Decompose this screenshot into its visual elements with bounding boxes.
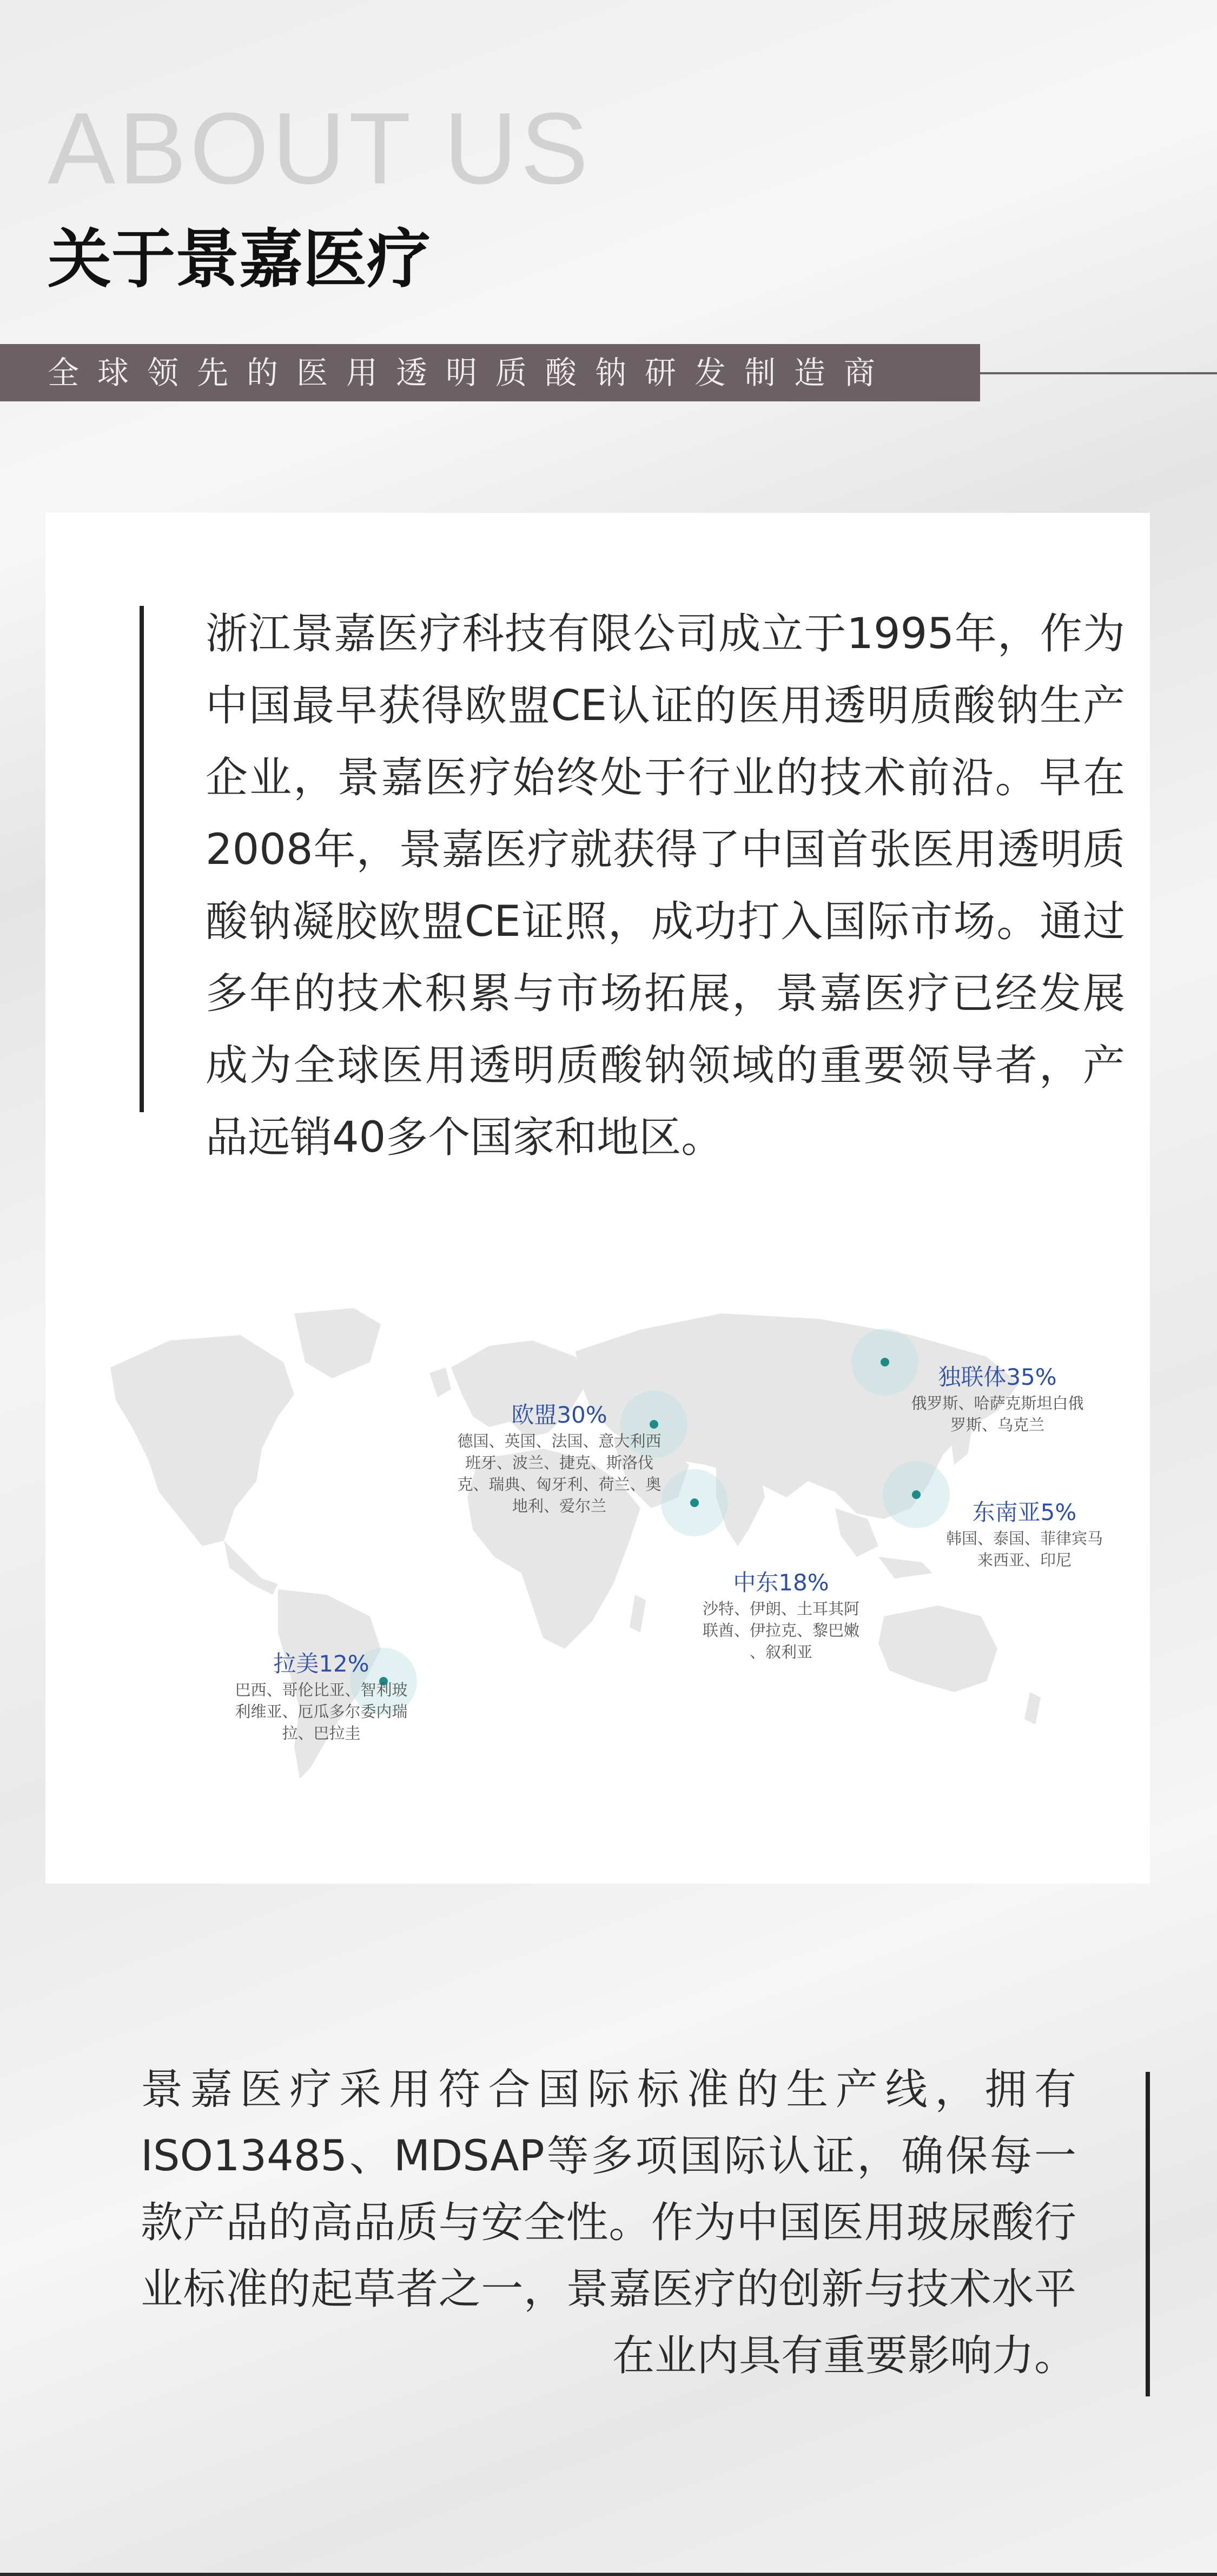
about-us-heading: ABOUT US xyxy=(48,91,592,205)
region-sea-countries: 韩国、泰国、菲律宾马来西亚、印尼 xyxy=(945,1529,1103,1569)
intro-paragraph: 浙江景嘉医疗科技有限公司成立于1995年，作为中国最早获得欧盟CE认证的医用透明质酸钠生产企业，景嘉医疗始终处于行业的技术前沿。早在2008年，景嘉医疗就获得了中国首张医用透明质酸钠凝胶欧盟CE证照，成功打入国际市场。通过多年的技术积累与市场拓展，景嘉医疗已经发展成为全球医用透明质酸钠领域的重要领导者，产品远销40多个国家和地区。 xyxy=(206,610,1125,1162)
intro-rule xyxy=(140,606,144,1112)
region-me-countries: 沙特、伊朗、土耳其阿联酋、伊拉克、黎巴嫩 、叙利亚 xyxy=(702,1600,859,1661)
quality-rule xyxy=(1146,2072,1150,2396)
region-me-name: 中东18% xyxy=(733,1569,829,1596)
region-cis xyxy=(905,1362,1089,1436)
region-cis-name: 独联体35% xyxy=(938,1364,1057,1390)
slogan-divider xyxy=(980,372,1217,374)
region-eu-countries: 德国、英国、法国、意大利西班牙、波兰、捷克、斯洛伐克、瑞典、匈牙利、荷兰、奥地利、爱尔兰 xyxy=(457,1432,662,1515)
region-latam xyxy=(235,1649,408,1744)
company-title: 关于景嘉医疗 xyxy=(48,222,431,296)
bottom-divider xyxy=(0,2573,1217,2576)
region-cis-countries: 俄罗斯、哈萨克斯坦白俄罗斯、乌克兰 xyxy=(911,1394,1084,1434)
world-map xyxy=(100,1303,1127,1789)
quality-paragraph: 景嘉医疗采用符合国际标准的生产线，拥有ISO13485、MDSAP等多项国际认证，确保每一款产品的高品质与安全性。作为中国医用玻尿酸行业标准的起草者之一，景嘉医疗的创新与技术水平在业内具有重要影响力。 xyxy=(141,2065,1076,2380)
intro-card xyxy=(45,513,1150,1884)
region-sea-name: 东南亚5% xyxy=(972,1499,1077,1525)
region-latam-name: 拉美12% xyxy=(273,1650,369,1677)
slogan-text: 全球领先的医用透明质酸钠研发制造商 xyxy=(48,354,894,391)
region-eu xyxy=(457,1400,662,1517)
region-sea xyxy=(943,1497,1106,1571)
region-eu-name: 欧盟30% xyxy=(511,1402,607,1428)
region-me xyxy=(700,1568,862,1663)
region-latam-countries: 巴西、哥伦比亚、智利玻利维亚、厄瓜多尔委内瑞拉、巴拉圭 xyxy=(235,1681,408,1742)
slogan-bar xyxy=(0,344,980,401)
